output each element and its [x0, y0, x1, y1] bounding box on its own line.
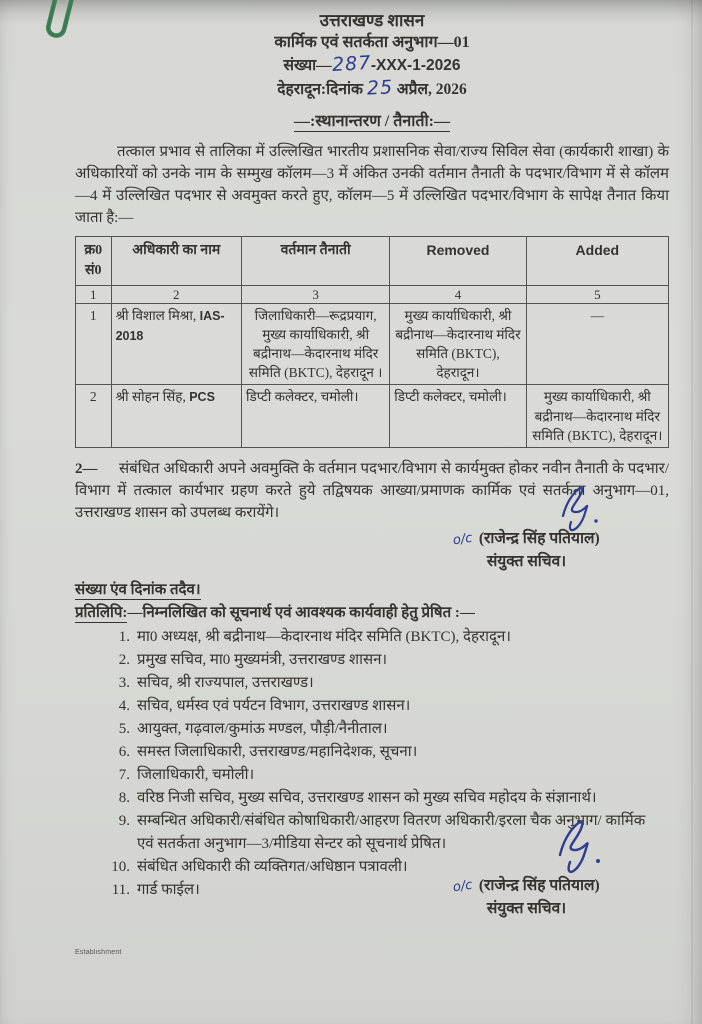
item-text: आयुक्त, गढ़वाल/कुमांऊ मण्डल, पौड़ी/नैनीताल। [137, 720, 388, 737]
column-number-row [76, 285, 669, 303]
row2-current-posting: डिप्टी कलेक्टर, चमोली। [242, 385, 390, 447]
row1-removed: मुख्य कार्याधिकारी, श्री बद्रीनाथ—केदारनाथ मंदिर समिति (BKTC), देहरादून। [390, 303, 526, 385]
row1-officer-name [111, 303, 241, 385]
letterhead [75, 10, 669, 102]
transfer-table [75, 236, 669, 448]
item-text: जिलाधिकारी, चमोली। [137, 766, 255, 783]
list-item [75, 810, 669, 856]
signature-block-1 [394, 528, 659, 573]
copy-heading-underlined: प्रतिलिपि: [75, 604, 128, 621]
list-item [75, 626, 669, 649]
list-item [75, 695, 669, 718]
signatory-name: (राजेन्द्र सिंह पतियाल) [478, 876, 600, 894]
item-number: 2. [118, 651, 130, 668]
item-text: प्रमुख सचिव, मा0 मुख्यमंत्री, उत्तराखण्ड शासन। [137, 651, 388, 668]
row1-sno: 1 [76, 303, 112, 385]
item-number: 11. [111, 881, 130, 898]
document-body [75, 10, 669, 920]
item-text: सम्बन्धित अधिकारी/संबंधित कोषाधिकारी/आहरण वितरण अधिकारी/इरला चैक अनुभाग/ कार्मिक एवं सतर्कता अनुभाग—3/मीडिया सेन्टर को सूचनार्थ प्रेषित। [137, 812, 646, 852]
row2-name-text: श्री सोहन सिंह, [115, 389, 186, 405]
item-text: वरिष्ठ निजी सचिव, मुख्य सचिव, उत्तराखण्ड शासन को मुख्य सचिव महोदय के संज्ञानार्थ। [137, 789, 597, 806]
signatory-name-line [394, 528, 659, 551]
table-row [76, 303, 669, 385]
date-prefix: देहरादून:दिनांक [277, 81, 363, 98]
col-number-4: 4 [390, 285, 526, 303]
copy-heading-rest: —निम्नलिखित को सूचनार्थ एवं आवश्यक कार्यवाही हेतु प्रेषित :— [127, 604, 475, 621]
list-item [75, 764, 669, 787]
item-text: समस्त जिलाधिकारी, उत्तराखण्ड/महानिदेशक, सूचना। [137, 743, 418, 760]
signatory-designation: संयुक्त सचिव। [486, 552, 567, 570]
signatory-name-line [394, 875, 659, 898]
subject-text: —:स्थानान्तरण / तैनाती:— [294, 113, 450, 130]
row1-name-text: श्री विशाल मिश्रा, [115, 307, 197, 323]
date-suffix: अप्रैल, 2026 [396, 81, 467, 98]
letter-number-suffix: -XXX-1-2026 [370, 57, 461, 74]
row1-current-posting: जिलाधिकारी—रूद्रप्रयाग, मुख्य कार्याधिकारी, श्री बद्रीनाथ—केदारनाथ मंदिर समिति (BKTC), देहरादून । [242, 303, 390, 385]
col-number-5: 5 [526, 285, 668, 303]
table-row [76, 385, 669, 447]
oc-mark: o/c [452, 530, 474, 549]
handwritten-date: 25 [366, 76, 394, 100]
item-text: मा0 अध्यक्ष, श्री बद्रीनाथ—केदारनाथ मंदिर समिति (BKTC), देहरादून। [137, 628, 511, 645]
row2-added: मुख्य कार्याधिकारी, श्री बद्रीनाथ—केदारनाथ मंदिर समिति (BKTC), देहरादून। [526, 385, 668, 447]
copy-heading [75, 602, 669, 625]
col-header-removed: Removed [390, 237, 526, 286]
item-text: संबंधित अधिकारी की व्यक्तिगत/अधिष्ठान पत्रावली। [137, 858, 408, 875]
row2-sno: 2 [76, 385, 112, 447]
col-header-current: वर्तमान तैनाती [242, 237, 390, 286]
item-number: 5. [118, 720, 130, 737]
row2-removed: डिप्टी कलेक्टर, चमोली। [390, 385, 526, 447]
item-number: 7. [118, 766, 130, 783]
col-number-3: 3 [242, 285, 390, 303]
letter-number-line [75, 51, 669, 78]
copy-list [75, 626, 669, 902]
reference-text: संख्या एंव दिनांक तदैव। [75, 581, 201, 598]
letter-number-prefix: संख्या— [283, 57, 332, 74]
item-text: सचिव, श्री राज्यपाल, उत्तराखण्ड। [137, 674, 314, 691]
handwritten-letter-number: 287 [331, 51, 372, 77]
col-header-name: अधिकारी का नाम [111, 237, 241, 286]
paragraph-2-number: 2— [75, 460, 98, 477]
list-item [75, 672, 669, 695]
subject-line [75, 110, 669, 134]
col-number-2: 2 [111, 285, 241, 303]
table-header-row [76, 237, 669, 286]
item-number: 4. [118, 697, 130, 714]
establishment-watermark: Establishment [75, 949, 122, 956]
signatory-designation: संयुक्त सचिव। [486, 899, 567, 917]
row2-cadre: PCS [189, 390, 215, 405]
signature-block-2 [394, 875, 659, 920]
item-text: सचिव, धर्मस्व एवं पर्यटन विभाग, उत्तराखण्ड शासन। [137, 697, 411, 714]
item-number: 8. [118, 789, 130, 806]
col-header-added: Added [526, 237, 668, 286]
item-number: 9. [118, 812, 130, 829]
list-item [75, 649, 669, 672]
item-number: 10. [111, 858, 130, 875]
paragraph-2 [75, 458, 669, 524]
row2-officer-name [111, 385, 241, 447]
oc-mark: o/c [452, 877, 474, 896]
item-number: 1. [118, 628, 130, 645]
item-text: गार्ड फाईल। [137, 881, 200, 898]
list-item [75, 787, 669, 810]
item-number: 3. [118, 674, 130, 691]
signatory-name: (राजेन्द्र सिंह पतियाल) [478, 529, 600, 547]
col-number-1: 1 [76, 285, 112, 303]
reference-line [75, 579, 669, 602]
row1-added: — [526, 303, 668, 385]
list-item [75, 718, 669, 741]
paragraph-1: तत्काल प्रभाव से तालिका में उल्लिखित भारतीय प्रशासनिक सेवा/राज्य सिविल सेवा (कार्यकारी शाखा) के अधिकारियों को उनके नाम के सम्मुख कॉलम—3 में अंकित उनकी वर्तमान तैनाती के पदभार/विभाग में से कॉलम—4 में उल्लिखित पदभार से अवमुक्त करते हुए, कॉलम—5 में उल्लिखित पदभार/विभाग के सापेक्ष तैनात किया जाता है:— [75, 144, 669, 226]
row1-cadre: IAS-2018 [115, 308, 225, 343]
department-name: कार्मिक एवं सतर्कता अनुभाग—01 [274, 34, 470, 51]
item-number: 6. [118, 743, 130, 760]
date-line [75, 78, 669, 102]
col-header-sno: क्र0 सं0 [76, 237, 112, 286]
government-name: उत्तराखण्ड शासन [319, 11, 425, 30]
list-item [75, 741, 669, 764]
paragraph-2-text: संबंधित अधिकारी अपने अवमुक्ति के वर्तमान पदभार/विभाग से कार्यमुक्त होकर नवीन तैनाती के पदभार/विभाग में तत्काल कार्यभार ग्रहण करते हुये तद्विषयक आख्या/प्रमाणक कार्मिक एवं सतर्कता अनुभाग—01, उत्तराखण्ड शासन को उपलब्ध करायेंगे। [75, 460, 669, 521]
